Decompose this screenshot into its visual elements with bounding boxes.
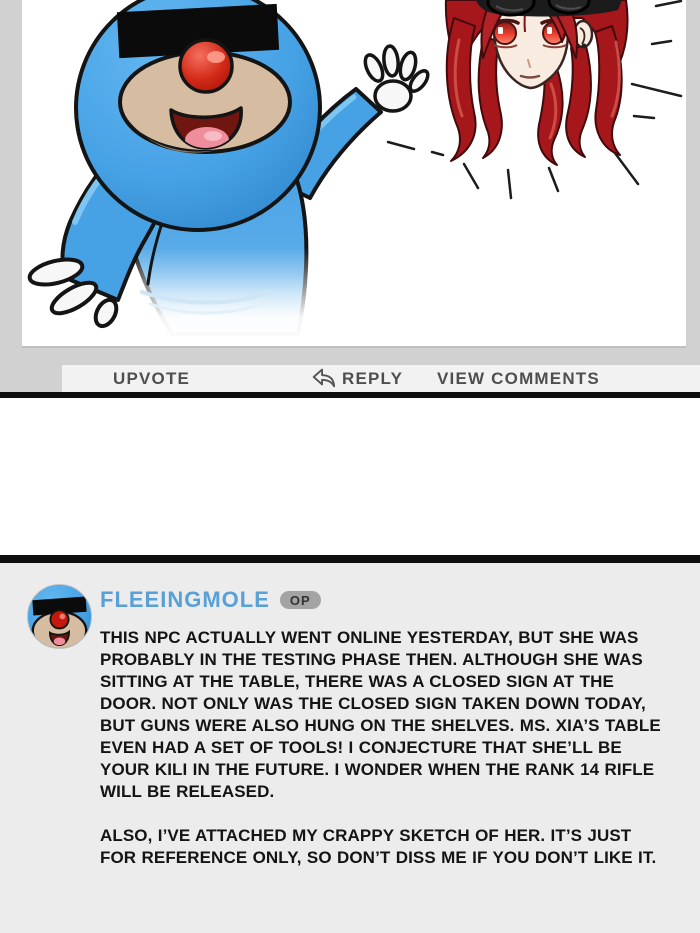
comment-paragraph: THIS NPC ACTUALLY WENT ONLINE YESTERDAY, BUT SHE WAS PROBABLY IN THE TESTING PHASE THEN. ALTHOUGH SHE WAS SITTING AT THE TABLE, THERE WAS A CLOSED SIGN AT THE DOOR. NOT ONLY WAS THE CLOSED SIGN TAKEN DOWN TODAY, BUT GUNS WERE ALSO HUNG ON THE SHELVES. MS. XIA’S TABLE EVEN HAD A SET OF TOOLS! I CONJECTURE THAT SHE’LL BE YOUR KILI IN THE FUTURE. I WONDER WHEN THE RANK 14 RIFLE WILL BE RELEASED. (100, 628, 661, 801)
comment-section (0, 563, 700, 933)
blank-panel (0, 398, 700, 555)
reply-label: REPLY (342, 369, 404, 388)
red-haired-girl-sketch (388, 0, 681, 198)
comment-header (100, 587, 321, 613)
op-badge: OP (280, 591, 321, 609)
blue-mascot-face-icon (28, 585, 91, 648)
blue-mascot-figure (27, 0, 431, 346)
comment-paragraph: ALSO, I’VE ATTACHED MY CRAPPY SKETCH OF HER. IT’S JUST FOR REFERENCE ONLY, SO DON’T DISS ME IF YOU DON’T LIKE IT. (100, 826, 657, 867)
post-illustration-card (22, 0, 686, 346)
commenter-username[interactable]: FLEEINGMOLE (100, 587, 270, 612)
blue-mascot-illustration (22, 0, 686, 346)
comment-body (100, 627, 662, 891)
reply-button[interactable] (310, 368, 403, 390)
upvote-button[interactable]: UPVOTE (113, 369, 191, 388)
reply-arrow-icon (310, 365, 336, 394)
view-comments-button[interactable]: VIEW COMMENTS (437, 369, 600, 388)
commenter-avatar[interactable] (27, 584, 92, 649)
comment-panel-divider (0, 555, 700, 563)
post-toolbar (62, 365, 700, 392)
